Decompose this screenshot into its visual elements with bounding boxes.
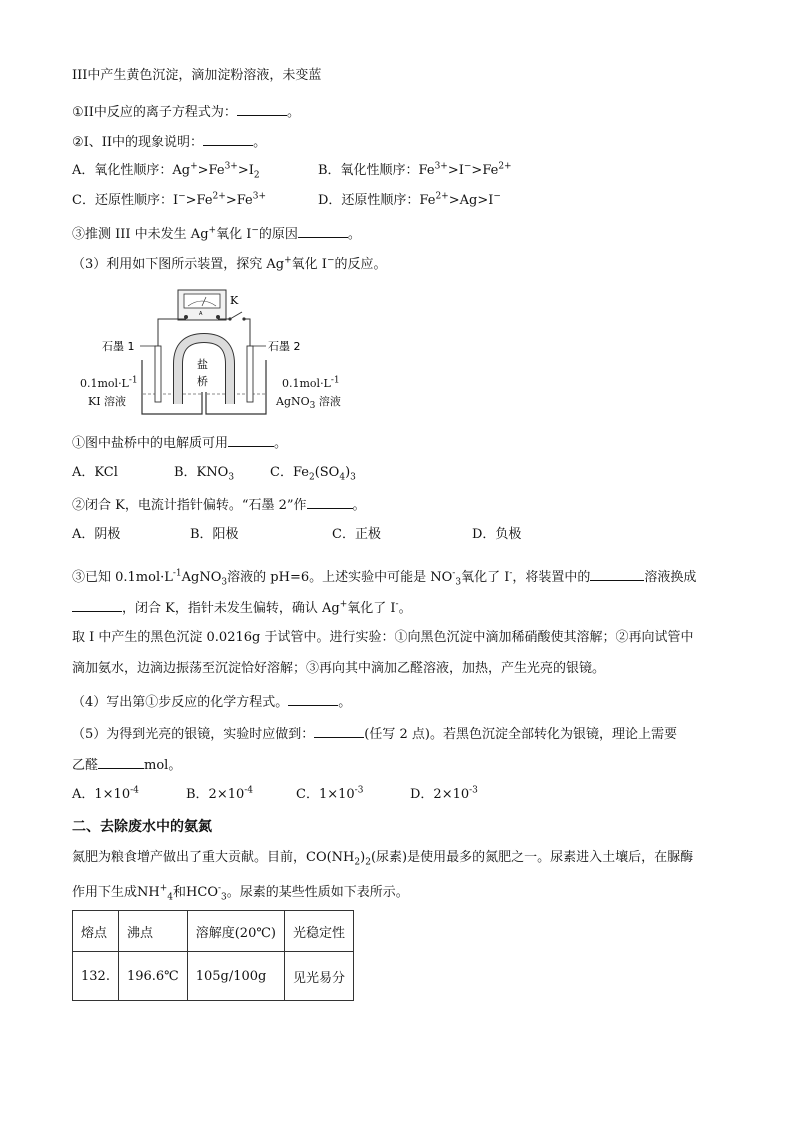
- p5-unit: mol。: [144, 758, 182, 773]
- label-text: AgNO: [276, 395, 310, 408]
- switch-k[interactable]: [230, 312, 242, 319]
- option-c[interactable]: [296, 786, 363, 804]
- intro-line: [72, 67, 321, 85]
- option-a[interactable]: [72, 526, 120, 544]
- beaker-right: [206, 360, 266, 414]
- p5-text: 乙醛: [72, 758, 99, 773]
- experiment-line1: [72, 629, 693, 647]
- left-solution-label: [88, 393, 126, 411]
- ammonium-ion: [137, 883, 174, 903]
- p3-text: 的反应。: [334, 257, 387, 272]
- superscript: -4: [130, 785, 139, 796]
- option-text: ): [345, 465, 351, 480]
- b1-end: 。: [274, 436, 288, 451]
- b3-text: 溶液换成: [644, 570, 697, 585]
- option-text: B．氧化性顺序：Fe: [318, 163, 435, 178]
- option-text: C．正极: [332, 527, 381, 542]
- superscript: −: [178, 191, 186, 202]
- superscript: -: [395, 599, 399, 610]
- part-4: [72, 692, 351, 712]
- ion-text: NO: [430, 570, 453, 585]
- nitrate-question-line1: [72, 567, 696, 587]
- superscript: -3: [469, 785, 478, 796]
- option-text: C．Fe: [270, 465, 309, 480]
- exp-text: 取 I 中产生的黑色沉淀 0.0216g 于试管中。进行实验：①向黑色沉淀中滴加稀硝酸使其溶解；②再向试管中: [72, 630, 694, 645]
- superscript: 3+: [252, 191, 267, 202]
- b3-text: ，将装置中的: [512, 570, 591, 585]
- option-text: >Fe: [471, 163, 499, 178]
- superscript: 3+: [224, 161, 238, 172]
- option-text: B．阳极: [190, 527, 239, 542]
- option-b[interactable]: [190, 526, 239, 544]
- table-cell: [73, 952, 119, 1001]
- question-3: [72, 224, 361, 244]
- urea-text: 和: [173, 885, 187, 900]
- bridge-char: 桥: [197, 375, 208, 388]
- label-text: 0.1mol·L: [282, 377, 331, 390]
- subscript: 3: [221, 577, 228, 588]
- label-text: 溶液: [315, 395, 341, 408]
- superscript: −: [251, 225, 259, 236]
- subscript: 2: [253, 170, 260, 181]
- option-a[interactable]: [72, 464, 118, 482]
- option-text: D．还原性顺序：Fe: [318, 193, 436, 208]
- bridge-question: [72, 433, 287, 453]
- option-d[interactable]: [410, 786, 478, 804]
- part-5-line2: [72, 755, 181, 775]
- superscript: +: [284, 255, 292, 266]
- superscript: +: [159, 883, 168, 894]
- right-solution-conc: [282, 375, 340, 393]
- answer-blank[interactable]: [72, 598, 122, 612]
- graphite-electrode-2: [247, 346, 253, 402]
- urea-text: ): [360, 850, 366, 865]
- q1-text: ①II中反应的离子方程式为：: [72, 105, 237, 120]
- answer-blank[interactable]: [590, 567, 644, 581]
- b3-text: ③已知 0.1mol·L: [72, 570, 173, 585]
- option-text: >I: [237, 163, 254, 178]
- galvanometer: [178, 290, 226, 320]
- intro-text: III中产生黄色沉淀，滴加淀粉溶液，未变蓝: [72, 68, 322, 83]
- option-text: >Fe: [197, 163, 225, 178]
- subscript: 4: [339, 472, 346, 483]
- option-text: B．KNO: [174, 465, 229, 480]
- superscript: 3+: [434, 161, 448, 172]
- p4-text: （4）写出第①步反应的化学方程式。: [72, 695, 289, 710]
- subscript: 2: [365, 857, 371, 868]
- urea-text: 氮肥为粮食增产做出了重大贡献。目前，CO(NH: [72, 850, 355, 865]
- option-text: (SO: [314, 465, 340, 480]
- superscript: −: [493, 191, 501, 202]
- option-c[interactable]: [270, 464, 356, 482]
- electrode-question: [72, 495, 366, 515]
- subscript: 2: [354, 857, 361, 868]
- urea-line2: [72, 884, 409, 902]
- switch-label: K: [230, 294, 239, 307]
- superscript: -: [452, 568, 456, 579]
- option-text: A．氧化性顺序：Ag: [72, 163, 191, 178]
- meter-mark: A: [199, 311, 203, 317]
- beaker-left: [142, 360, 202, 414]
- option-text: A．阴极: [72, 527, 121, 542]
- table-cell: 196.6℃: [118, 952, 187, 1001]
- option-text: B．2×10: [186, 787, 245, 802]
- bridge-char: 盐: [197, 358, 208, 371]
- answer-blank[interactable]: [314, 724, 364, 738]
- q1-end: 。: [286, 105, 300, 120]
- b3-text: 溶液的 pH=6。上述实验中可能是: [227, 570, 431, 585]
- section-title: 二、去除废水中的氨氮: [72, 819, 212, 835]
- option-d[interactable]: [472, 526, 521, 544]
- question-1: [72, 102, 300, 122]
- b3-text: 。: [398, 601, 412, 616]
- table-header-row: [73, 911, 354, 952]
- urea-text: (尿素)是使用最多的氮肥之一。尿素进入土壤后，在脲酶: [370, 850, 694, 865]
- nitrate-question-line2: [72, 598, 412, 618]
- answer-blank[interactable]: [307, 495, 353, 509]
- answer-blank[interactable]: [298, 224, 348, 238]
- p3-text: 氧化 I: [291, 257, 327, 272]
- option-b[interactable]: [186, 786, 253, 804]
- superscript: 2+: [435, 191, 449, 202]
- p5-text: (任写 2 点)。若黑色沉淀全部转化为银镜，理论上需要: [364, 727, 677, 742]
- superscript: +: [208, 225, 217, 236]
- option-b[interactable]: [174, 464, 234, 482]
- urea-properties-table: [72, 910, 354, 1001]
- option-d[interactable]: [318, 192, 501, 210]
- subscript: 4: [167, 892, 174, 903]
- bicarbonate-ion: [186, 883, 227, 903]
- superscript: +: [339, 599, 348, 610]
- superscript: -: [509, 568, 513, 579]
- superscript: -3: [354, 785, 364, 796]
- option-a[interactable]: [72, 786, 139, 804]
- cell-mark: .: [105, 968, 110, 984]
- question-2: [72, 132, 266, 152]
- answer-blank[interactable]: [237, 102, 287, 116]
- answer-blank[interactable]: [228, 433, 274, 447]
- q3-text: ③推测 III 中未发生 Ag: [72, 227, 209, 242]
- q2-end: 。: [253, 135, 267, 150]
- right-solution-label: [276, 393, 341, 411]
- b2-text: ②闭合 K，电流计指针偏转。“石墨 2”作: [72, 498, 307, 513]
- electrode-left-label: 石墨 1: [102, 340, 135, 353]
- subscript: 3: [221, 892, 227, 903]
- option-c[interactable]: [332, 526, 381, 544]
- superscript: -4: [244, 785, 254, 796]
- superscript: −: [463, 161, 472, 172]
- answer-blank[interactable]: [98, 755, 144, 769]
- p5-text: （5）为得到光亮的银镜，实验时应做到：: [72, 727, 315, 742]
- table-row: [73, 952, 354, 1001]
- b2-end: 。: [352, 498, 366, 513]
- b3-text: 氧化了 I: [461, 570, 510, 585]
- q3-end: 。: [347, 227, 361, 242]
- subscript: 3: [350, 472, 356, 483]
- table-cell: 见光易分: [284, 952, 353, 1001]
- electrode-right-label: 石墨 2: [268, 340, 301, 353]
- option-text: D．负极: [472, 527, 522, 542]
- option-text: A．KCl: [72, 465, 118, 480]
- label-text: KI 溶液: [88, 395, 127, 408]
- table-header-cell: 熔点: [73, 911, 119, 952]
- option-text: >Fe: [185, 193, 213, 208]
- exp-text: 滴加氨水，边滴边振荡至沉淀恰好溶解；③再向其中滴加乙醛溶液，加热，产生光亮的银镜。: [72, 661, 606, 676]
- experiment-line2: [72, 660, 605, 678]
- subscript: 2: [308, 472, 315, 483]
- superscript: -1: [172, 568, 182, 579]
- b3-text: AgNO: [181, 570, 222, 585]
- part-3-intro: [72, 256, 387, 274]
- ion-text: HCO: [186, 885, 218, 900]
- option-a[interactable]: [72, 162, 260, 180]
- cell-text: 132: [81, 968, 106, 984]
- option-text: A．1×10: [72, 787, 131, 802]
- q3-text: 的原因: [258, 227, 298, 242]
- q2-text: ②I、II中的现象说明：: [72, 135, 204, 150]
- graphite-electrode-1: [155, 346, 161, 402]
- subscript: 3: [228, 472, 235, 483]
- answer-blank[interactable]: [288, 692, 338, 706]
- urea-line1: [72, 849, 693, 867]
- section-heading: [72, 818, 212, 836]
- superscript: +: [190, 161, 198, 172]
- part-5-line1: [72, 724, 677, 744]
- option-c[interactable]: [72, 192, 266, 210]
- superscript: −: [326, 255, 335, 266]
- p3-text: （3）利用如下图所示装置，探究 Ag: [72, 257, 285, 272]
- superscript: 2+: [212, 191, 226, 202]
- left-solution-conc: [80, 375, 138, 393]
- superscript: 2+: [498, 161, 512, 172]
- option-text: >Ag>I: [448, 193, 494, 208]
- b3-text: 氧化了 I: [347, 601, 396, 616]
- urea-text: 作用下生成: [72, 885, 138, 900]
- option-text: >Fe: [225, 193, 253, 208]
- label-text: 0.1mol·L: [80, 377, 129, 390]
- b3-text: ，闭合 K，指针未发生偏转，确认 Ag: [122, 601, 340, 616]
- p4-end: 。: [338, 695, 352, 710]
- answer-blank[interactable]: [203, 132, 253, 146]
- table-header-cell: 光稳定性: [284, 911, 353, 952]
- table-header-cell: 溶解度(20℃): [187, 911, 284, 952]
- subscript: 3: [309, 401, 316, 412]
- option-text: C．还原性顺序：I: [72, 193, 179, 208]
- nitrate-ion: [430, 568, 462, 588]
- option-b[interactable]: [318, 162, 512, 180]
- superscript: -1: [128, 375, 138, 386]
- q3-text: 氧化 I: [216, 227, 252, 242]
- ion-text: NH: [137, 885, 160, 900]
- superscript: -: [217, 883, 222, 894]
- option-text: D．2×10: [410, 787, 470, 802]
- table-cell: 105g/100g: [187, 952, 284, 1001]
- option-text: >I: [447, 163, 464, 178]
- table-header-cell: 沸点: [118, 911, 187, 952]
- b1-text: ①图中盐桥中的电解质可用: [72, 436, 229, 451]
- superscript: -1: [330, 375, 340, 386]
- urea-text: 。尿素的某些性质如下表所示。: [226, 885, 409, 900]
- option-text: C．1×10: [296, 787, 355, 802]
- wire-right: [244, 319, 250, 346]
- subscript: 3: [455, 577, 462, 588]
